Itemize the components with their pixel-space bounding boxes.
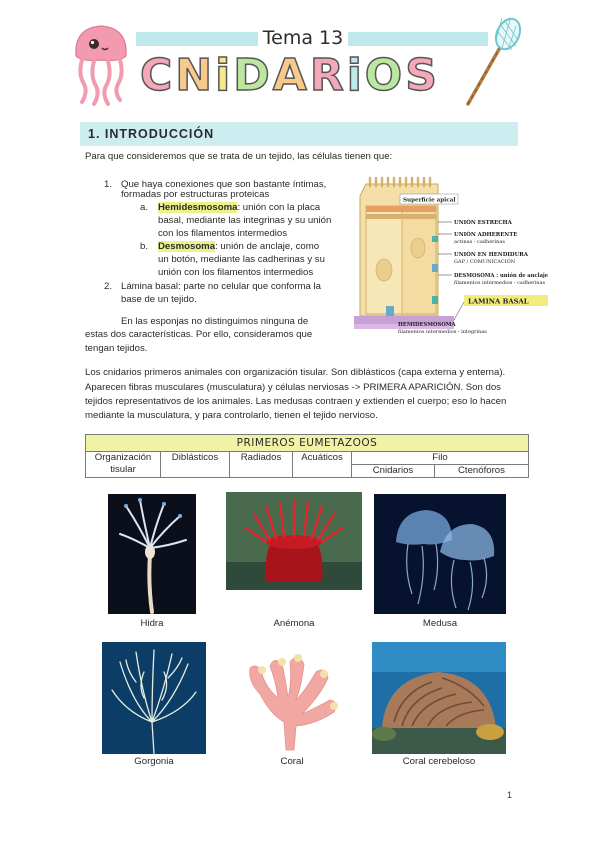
label-desmosoma-detail: filamentos intermedios - cadherinas — [454, 280, 546, 286]
table-header-cnidarios: Cnidarios — [352, 465, 435, 478]
hemidesmosoma-term: Hemidesmosoma — [158, 202, 238, 213]
table-caption: PRIMEROS EUMETAZOOS — [86, 435, 529, 452]
section-heading — [80, 122, 518, 146]
table-header-organizacion: Organización tisular — [86, 452, 161, 478]
medusa-photo — [374, 494, 506, 614]
sublist-letter-a: a. — [140, 202, 149, 213]
title-letter: A — [272, 50, 307, 101]
title-letter: N — [175, 50, 213, 101]
brain-coral-photo — [372, 642, 506, 754]
title-letter: S — [405, 50, 437, 101]
table-header-filo: Filo — [352, 452, 529, 465]
list-item-1-line2: formadas por estructuras proteicas — [121, 189, 270, 200]
epithelial-junctions-diagram — [346, 176, 582, 344]
sponge-line3: tengan tejidos. — [85, 343, 148, 354]
medusa-caption: Medusa — [422, 618, 458, 629]
title-letter: i — [346, 50, 362, 101]
gorgonia-photo — [102, 642, 206, 754]
table-header-ctenoforos: Ctenóforos — [434, 465, 528, 478]
desmosoma-term: Desmosoma — [158, 241, 216, 252]
sponge-line2: estas dos características. Por ello, consideramos que — [85, 329, 313, 340]
title-letter: R — [309, 50, 344, 101]
sublist-item-b-line1: Desmosoma: unión de anclaje, como — [158, 241, 320, 252]
cnidarian-paragraph-line3: tejidos representativos de los animales. Las medusas contraen y extienden el cuerpo; eso lo hacen — [85, 396, 507, 407]
sublist-letter-b: b. — [140, 241, 149, 252]
list-number-1: 1. — [104, 179, 113, 190]
title-letter: C — [140, 50, 173, 101]
cnidarian-paragraph-line4: mediante la musculatura, y para controlarlo, tienen el tejido nervioso. — [85, 410, 378, 421]
list-item-2-line1: Lámina basal: parte no celular que conforma la — [121, 281, 321, 292]
sublist-item-a-line2: basal, mediante las integrinas y su unión — [158, 215, 332, 226]
fishing-net-illustration — [462, 14, 524, 108]
intro-paragraph: Para que consideremos que se trata de un tejido, las células tienen que: — [85, 151, 393, 162]
sublist-item-a-line1: Hemidesmosoma: unión con la placa — [158, 202, 321, 213]
cnidarian-paragraph-line2: Aparecen fibras musculares (musculatura) y células nerviosas -> PRIMERA APARICIÓN. Son dos — [85, 382, 501, 393]
cnidarian-paragraph-line1: Los cnidarios primeros animales con organización tisular. Son diblásticos (capa externa y enterna). — [85, 367, 506, 378]
sublist-item-a-line3: con los filamentos intermedios — [158, 228, 288, 239]
section-title: 1. INTRODUCCIÓN — [88, 127, 215, 141]
title-letter: i — [215, 50, 231, 101]
hidra-photo — [108, 494, 196, 614]
label-hemidesmosoma-detail: filamentos intermedios - integrinas — [398, 329, 487, 335]
table-header-radiados: Radiados — [230, 452, 293, 478]
label-superficie-apical: Superficie apical — [403, 197, 456, 204]
anemona-caption: Anémona — [273, 618, 315, 629]
label-hemidesmosoma: HEMIDESMOSOMA — [398, 322, 456, 328]
coral-caption: Coral — [280, 756, 304, 767]
table-header-diblasticos: Diblásticos — [161, 452, 230, 478]
label-union-adherente: UNIÓN ADHERENTE — [454, 232, 518, 238]
label-desmosoma: DESMOSOMA : unión de anclaje — [454, 273, 549, 279]
table-header-acuaticos: Acuáticos — [293, 452, 352, 478]
label-actinas: actinas - cadherinas — [454, 239, 505, 245]
list-item-1-line1: Que haya conexiones que son bastante íntimas, — [121, 179, 327, 190]
sublist-item-b-line3: unión con los filamentos intermedios — [158, 267, 314, 278]
sublist-item-b-line2: un botón, mediante las cadherinas y su — [158, 254, 325, 265]
label-union-estrecha: UNIÓN ESTRECHA — [454, 220, 512, 226]
list-number-2: 2. — [104, 281, 113, 292]
gorgonia-caption: Gorgonia — [134, 756, 174, 767]
title-letter: D — [233, 50, 270, 101]
label-union-hendidura: UNIÓN EN HENDIDURA — [454, 252, 528, 258]
list-item-2-line2: base de un tejido. — [121, 294, 197, 305]
anemona-photo — [226, 492, 362, 590]
label-gap: GAP / COMUNICACIÓN — [454, 259, 516, 265]
jellyfish-illustration — [70, 22, 132, 106]
topic-number: Tema 13 — [258, 24, 348, 52]
eumetazoa-table — [85, 434, 529, 478]
label-lamina-basal: LAMINA BASAL — [468, 297, 529, 306]
page-header — [0, 0, 599, 112]
coral-photo — [230, 642, 354, 754]
sponge-line1: En las esponjas no distinguimos ninguna de — [121, 316, 309, 327]
hidra-caption: Hidra — [140, 618, 164, 629]
page-number: 1 — [507, 790, 513, 800]
brain-coral-caption: Coral cerebeloso — [402, 756, 476, 767]
main-title — [140, 50, 437, 102]
title-letter: O — [364, 50, 403, 101]
